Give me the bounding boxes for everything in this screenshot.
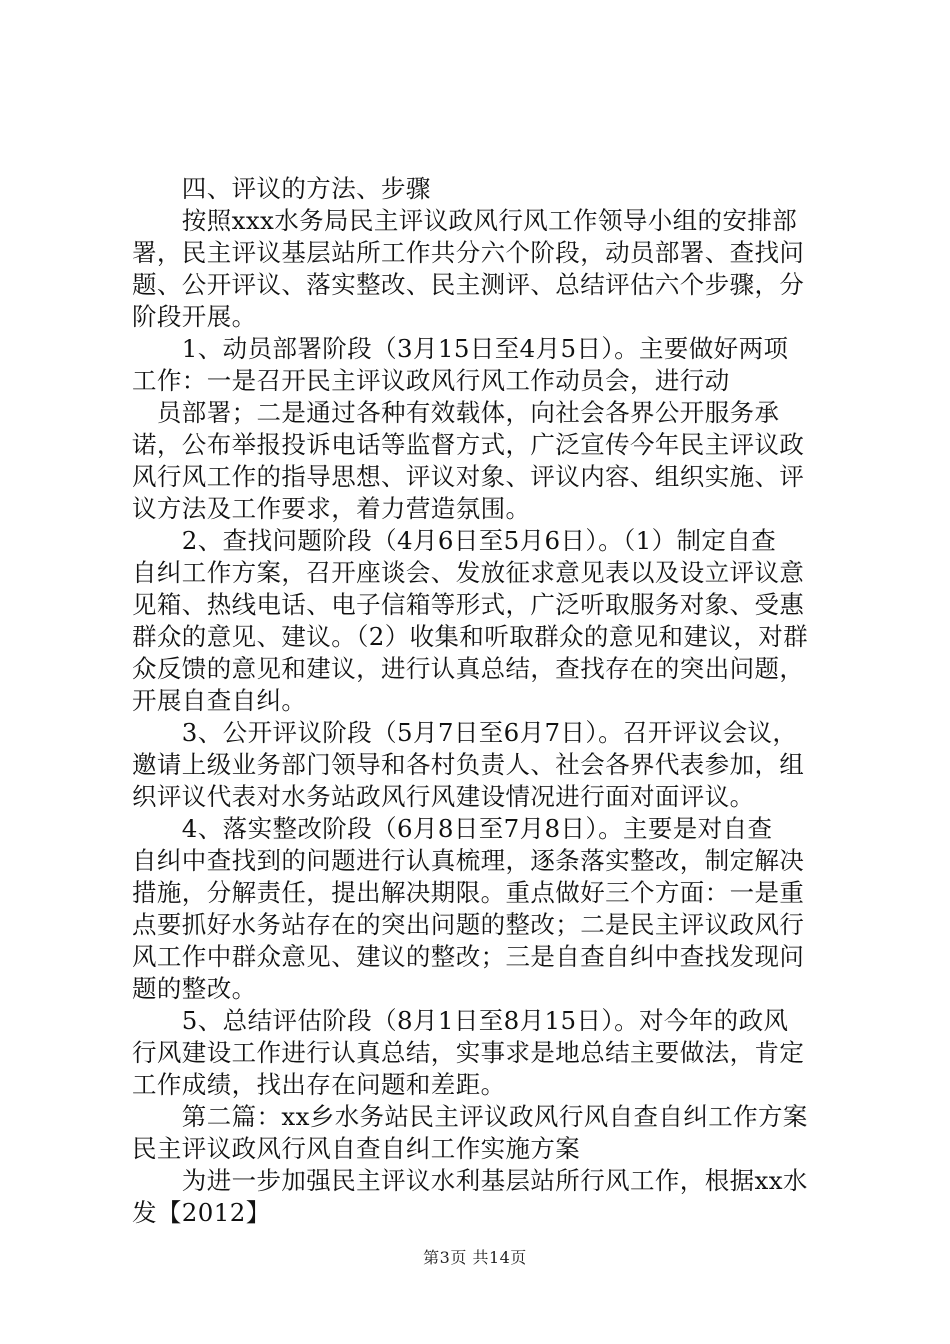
body-line: 议方法及工作要求，着力营造氛围。 [132,494,531,523]
body-line: 工作：一是召开民主评议政风行风工作动员会，进行动 [132,366,730,395]
body-line: 题、公开评议、落实整改、民主测评、总结评估六个步骤，分 [132,270,805,299]
body-line: 发【2012】 [132,1198,271,1227]
body-line: 1、动员部署阶段（3月15日至4月5日）。主要做好两项 [132,334,789,363]
body-line: 员部署；二是通过各种有效载体，向社会各界公开服务承 [132,398,780,427]
body-line: 织评议代表对水务站政风行风建设情况进行面对面评议。 [132,782,755,811]
body-line: 风行风工作的指导思想、评议对象、评议内容、组织实施、评 [132,462,805,491]
body-line: 众反馈的意见和建议，进行认真总结，查找存在的突出问题， [132,654,805,683]
body-line: 措施，分解责任，提出解决期限。重点做好三个方面：一是重 [132,878,805,907]
body-line: 四、评议的方法、步骤 [132,174,431,203]
body-line: 按照xxx水务局民主评议政风行风工作领导小组的安排部 [132,206,798,235]
page-number-footer: 第3页 共14页 [423,1248,527,1267]
body-line: 为进一步加强民主评议水利基层站所行风工作，根据xx水 [132,1166,808,1195]
body-line: 第二篇：xx乡水务站民主评议政风行风自查自纠工作方案 [132,1102,808,1131]
body-line: 见箱、热线电话、电子信箱等形式，广泛听取服务对象、受惠 [132,590,805,619]
body-line: 3、公开评议阶段（5月7日至6月7日）。召开评议会议， [132,718,798,747]
body-line: 民主评议政风行风自查自纠工作实施方案 [132,1134,581,1163]
body-line: 风工作中群众意见、建议的整改；三是自查自纠中查找发现问 [132,942,805,971]
body-line: 工作成绩，找出存在问题和差距。 [132,1070,506,1099]
body-line: 题的整改。 [132,974,257,1003]
body-line: 4、落实整改阶段（6月8日至7月8日）。主要是对自查 [132,814,773,843]
body-line: 阶段开展。 [132,302,257,331]
body-line: 点要抓好水务站存在的突出问题的整改；二是民主评议政风行 [132,910,805,939]
body-line: 诺，公布举报投诉电话等监督方式，广泛宣传今年民主评议政 [132,430,805,459]
body-line: 群众的意见、建议。（2）收集和听取群众的意见和建议，对群 [132,622,809,651]
body-line: 行风建设工作进行认真总结，实事求是地总结主要做法，肯定 [132,1038,805,1067]
body-line: 开展自查自纠。 [132,686,307,715]
body-line: 署，民主评议基层站所工作共分六个阶段，动员部署、查找问 [132,238,805,267]
body-line: 自纠工作方案，召开座谈会、发放征求意见表以及设立评议意 [132,558,805,587]
body-line: 5、总结评估阶段（8月1日至8月15日）。对今年的政风 [132,1006,789,1035]
body-line: 2、查找问题阶段（4月6日至5月6日）。（1）制定自查 [132,526,777,555]
body-line: 邀请上级业务部门领导和各村负责人、社会各界代表参加，组 [132,750,805,779]
body-line: 自纠中查找到的问题进行认真梳理，逐条落实整改，制定解决 [132,846,805,875]
